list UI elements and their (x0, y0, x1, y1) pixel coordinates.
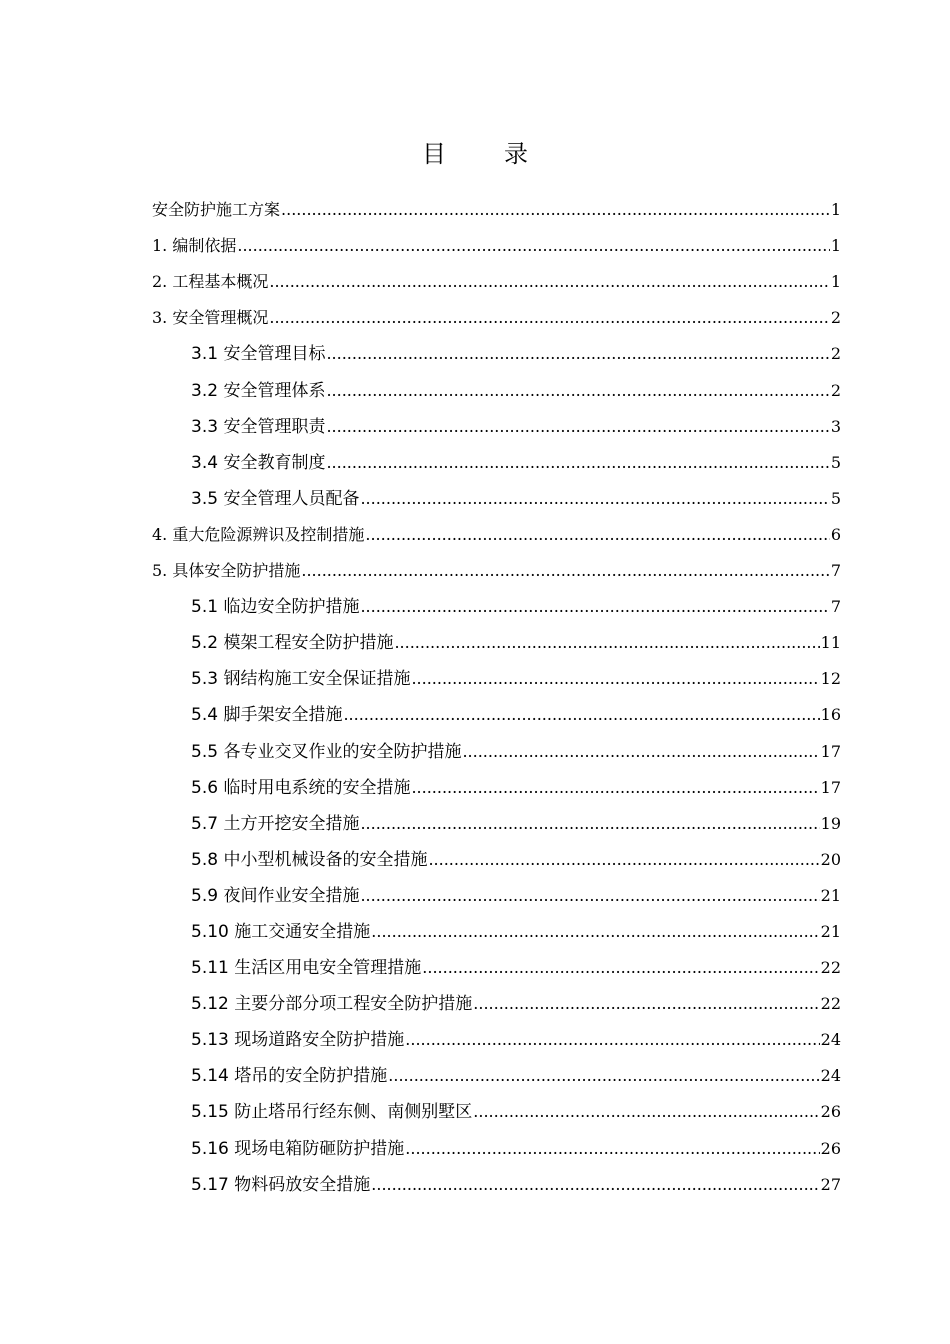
toc-dot-leader (326, 344, 829, 364)
toc-entry[interactable] (152, 1055, 841, 1091)
toc-page-number: 2 (830, 380, 841, 400)
toc-title-char-2: 录 (504, 140, 528, 168)
toc-entry-text: 1. 编制依据 (152, 236, 237, 256)
toc-page-number: 24 (820, 1030, 841, 1050)
toc-entry-text: 5.16 现场电箱防砸防护措施 (191, 1138, 405, 1159)
toc-page-number: 21 (820, 921, 841, 941)
toc-page-number: 2 (830, 308, 841, 328)
toc-entry-text: 3.3 安全管理职责 (191, 416, 326, 437)
toc-entry-text: 安全防护施工方案 (152, 200, 281, 220)
toc-page-number: 17 (820, 741, 841, 761)
toc-entry-text: 2. 工程基本概况 (152, 272, 269, 292)
toc-dot-leader (365, 525, 829, 545)
toc-page-number: 22 (820, 994, 841, 1014)
toc-dot-leader (388, 1066, 819, 1086)
toc-entry-text: 3.4 安全教育制度 (191, 452, 326, 473)
toc-page-number: 26 (820, 1138, 841, 1158)
toc-dot-leader (405, 1030, 819, 1050)
toc-dot-leader (462, 742, 819, 762)
toc-entry[interactable] (152, 297, 841, 333)
toc-entry[interactable] (152, 189, 841, 225)
toc-dot-leader (428, 850, 819, 870)
toc-entry-text: 5.1 临边安全防护措施 (191, 597, 360, 618)
toc-entry-text: 5. 具体安全防护措施 (152, 561, 301, 581)
toc-entry[interactable] (152, 406, 841, 442)
toc-entry[interactable] (152, 514, 841, 550)
toc-dot-leader (371, 1175, 819, 1195)
toc-page-number: 12 (820, 669, 841, 689)
toc-dot-leader (405, 1139, 819, 1159)
toc-entry[interactable] (152, 694, 841, 730)
toc-page-number: 22 (820, 958, 841, 978)
toc-entry[interactable] (152, 1091, 841, 1127)
toc-page-number: 27 (820, 1174, 841, 1194)
toc-entry-text: 5.9 夜间作业安全措施 (191, 885, 360, 906)
toc-entry[interactable] (152, 369, 841, 405)
toc-dot-leader (360, 814, 819, 834)
toc-page-number: 3 (830, 416, 841, 436)
toc-entry[interactable] (152, 442, 841, 478)
toc-entry-text: 5.8 中小型机械设备的安全措施 (191, 849, 428, 870)
toc-dot-leader (473, 994, 819, 1014)
toc-entry-text: 5.6 临时用电系统的安全措施 (191, 777, 411, 798)
toc-page-number: 1 (830, 272, 841, 292)
toc-page-number: 26 (820, 1102, 841, 1122)
toc-dot-leader (360, 597, 829, 617)
toc-page-number: 20 (820, 849, 841, 869)
toc-entry[interactable] (152, 875, 841, 911)
toc-page-number: 1 (830, 200, 841, 220)
toc-dot-leader (371, 922, 819, 942)
toc-entry[interactable] (152, 261, 841, 297)
toc-dot-leader (237, 236, 829, 256)
toc-dot-leader (326, 417, 829, 437)
toc-dot-leader (394, 633, 819, 653)
toc-page-number: 1 (830, 236, 841, 256)
toc-entry-text: 3.5 安全管理人员配备 (191, 488, 360, 509)
toc-dot-leader (360, 489, 829, 509)
toc-entry[interactable] (152, 225, 841, 261)
toc-entry[interactable] (152, 586, 841, 622)
toc-entry-text: 5.10 施工交通安全措施 (191, 921, 371, 942)
toc-entry-text: 5.5 各专业交叉作业的安全防护措施 (191, 741, 462, 762)
toc-entry-text: 5.15 防止塔吊行经东侧、南侧别墅区 (191, 1102, 473, 1123)
toc-entry[interactable] (152, 622, 841, 658)
toc-entry-text: 3.1 安全管理目标 (191, 344, 326, 365)
toc-page-number: 2 (830, 344, 841, 364)
toc-page-number: 17 (820, 777, 841, 797)
toc-page-number: 16 (820, 705, 841, 725)
toc-entry[interactable] (152, 767, 841, 803)
toc-dot-leader (269, 272, 829, 292)
toc-entry[interactable] (152, 550, 841, 586)
toc-page-number: 7 (830, 561, 841, 581)
toc-entry-text: 5.12 主要分部分项工程安全防护措施 (191, 994, 473, 1015)
toc-dot-leader (422, 958, 819, 978)
toc-entry-text: 5.3 钢结构施工安全保证措施 (191, 669, 411, 690)
toc-entry[interactable] (152, 1019, 841, 1055)
toc-dot-leader (360, 886, 819, 906)
toc-list (152, 189, 841, 1200)
toc-entry[interactable] (152, 333, 841, 369)
toc-entry-text: 3. 安全管理概况 (152, 308, 269, 328)
toc-dot-leader (473, 1102, 819, 1122)
toc-entry-text: 5.2 模架工程安全防护措施 (191, 633, 394, 654)
toc-entry-text: 5.13 现场道路安全防护措施 (191, 1030, 405, 1051)
toc-page-number: 7 (830, 597, 841, 617)
toc-entry-text: 5.7 土方开挖安全措施 (191, 813, 360, 834)
toc-entry[interactable] (152, 803, 841, 839)
toc-entry[interactable] (152, 478, 841, 514)
toc-entry[interactable] (152, 1164, 841, 1200)
toc-page-number: 6 (830, 524, 841, 544)
toc-dot-leader (281, 200, 830, 220)
toc-page-number: 5 (830, 488, 841, 508)
toc-dot-leader (301, 561, 829, 581)
toc-entry[interactable] (152, 839, 841, 875)
toc-page-number: 24 (820, 1066, 841, 1086)
toc-entry-text: 4. 重大危险源辨识及控制措施 (152, 524, 365, 544)
toc-entry-text: 5.4 脚手架安全措施 (191, 705, 343, 726)
toc-page-number: 11 (820, 633, 841, 653)
toc-dot-leader (326, 381, 829, 401)
toc-page-number: 5 (830, 452, 841, 472)
toc-dot-leader (326, 453, 829, 473)
toc-entry[interactable] (152, 983, 841, 1019)
toc-title-char-1: 目 (422, 140, 446, 168)
toc-page-number: 19 (820, 813, 841, 833)
toc-page-number: 21 (820, 885, 841, 905)
toc-dot-leader (269, 308, 829, 328)
toc-entry[interactable] (152, 911, 841, 947)
toc-dot-leader (343, 705, 819, 725)
toc-title (0, 138, 950, 170)
toc-entry-text: 5.14 塔吊的安全防护措施 (191, 1066, 388, 1087)
toc-dot-leader (411, 778, 819, 798)
toc-entry[interactable] (152, 658, 841, 694)
toc-dot-leader (411, 669, 819, 689)
toc-entry[interactable] (152, 947, 841, 983)
toc-entry-text: 5.11 生活区用电安全管理措施 (191, 958, 422, 979)
toc-entry[interactable] (152, 730, 841, 766)
toc-entry-text: 3.2 安全管理体系 (191, 380, 326, 401)
toc-entry-text: 5.17 物料码放安全措施 (191, 1174, 371, 1195)
toc-entry[interactable] (152, 1127, 841, 1163)
